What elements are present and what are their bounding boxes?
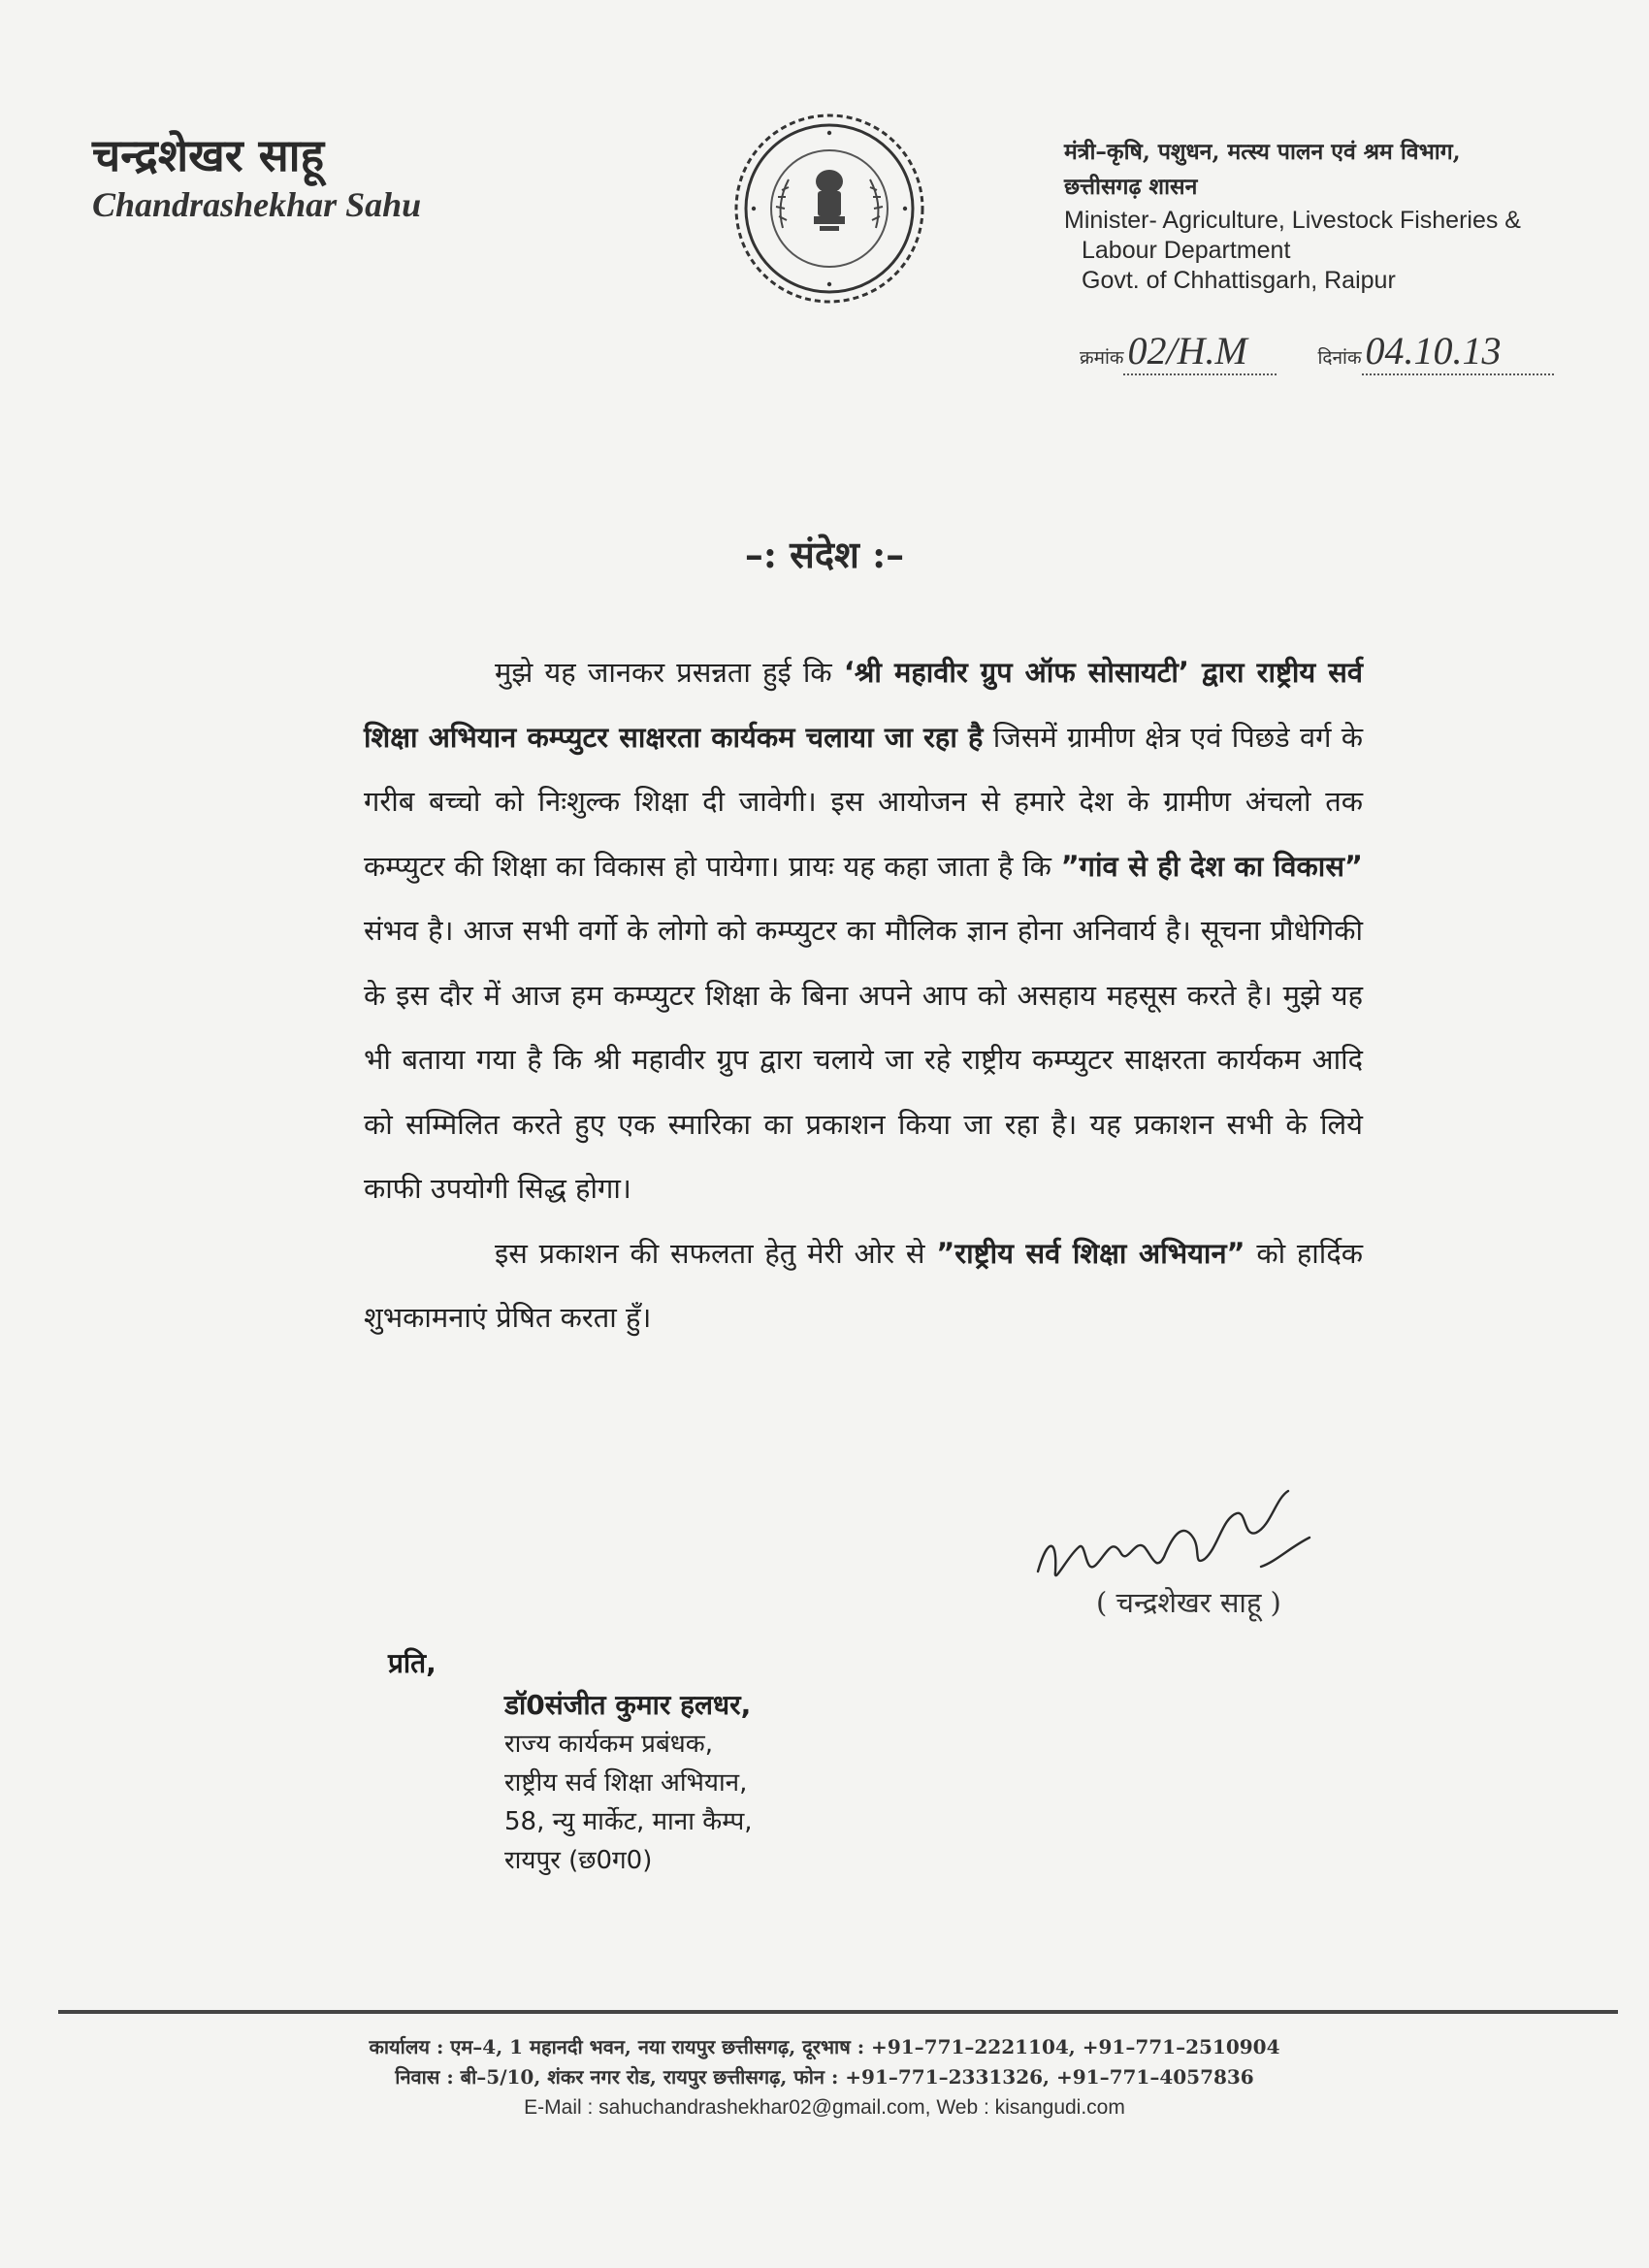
- to-label: प्रति,: [388, 1647, 436, 1679]
- p2-bold-campaign: ”राष्ट्रीय सर्व शिक्षा अभियान”: [936, 1236, 1245, 1270]
- date-label: दिनांक: [1317, 347, 1362, 369]
- paragraph-1: [364, 640, 1363, 1221]
- reference-line: [1080, 328, 1554, 375]
- sender-name-hindi: चन्द्रशेखर साहू: [92, 129, 325, 181]
- date-value: 04.10.13: [1362, 328, 1554, 375]
- residence-address: निवास : बी–5/10, शंकर नगर रोड, रायपुर छत्तीसगढ़, फोन : +91–771–2331326, +91–771–4057836: [395, 2065, 1254, 2089]
- dept-hindi-line1: मंत्री–कृषि, पशुधन, मत्स्य पालन एवं श्रम विभाग,: [1064, 139, 1461, 165]
- p2-text-b: को हार्दिक शुभकामनाएं प्रेषित करता हुँ।: [364, 1236, 1363, 1334]
- letter-body: [364, 640, 1363, 1350]
- p2-text-a: इस प्रकाशन की सफलता हेतु मेरी ओर से: [495, 1236, 937, 1270]
- message-heading: –: संदेश :–: [744, 533, 905, 576]
- department-block: [1064, 136, 1627, 296]
- signatory-name: ( चन्द्रशेखर साहू ): [1096, 1586, 1281, 1619]
- p1-text-a: मुझे यह जानकर प्रसन्नता हुई कि: [495, 656, 844, 689]
- recipient-line-1: राज्य कार्यकम प्रबंधक,: [504, 1730, 714, 1759]
- footer: [0, 2032, 1649, 2122]
- p1-bold-organisation: ‘श्री महावीर ग्रुप ऑफ सोसायटी’ द्वारा राष्ट्रीय सर्व शिक्षा अभियान कम्प्युटर साक्षरता कार्यकम चलाया जा रहा है: [364, 656, 1363, 754]
- paragraph-2: [364, 1221, 1363, 1350]
- ref-number: 02/H.M: [1123, 328, 1277, 375]
- ref-label: क्रमांक: [1080, 347, 1124, 369]
- p1-text-c: संभव है। आज सभी वर्गो के लोगो को कम्प्युटर का मौलिक ज्ञान होना अनिवार्य है। सूचना प्रौधेगिकी के इस दौर में आज हम कम्प्युटर शिक्षा के बिना अपने आप को असहाय महसूस करते है। मुझे यह भी बताया गया है कि श्री महावीर ग्रुप द्वारा चलाये जा रहे राष्ट्रीय कम्प्युटर साक्षरता कार्यकम आदि को सम्मिलित करते हुए एक स्मारिका का प्रकाशन किया जा रहा है। यह प्रकाशन सभी के लिये काफी उपयोगी सिद्ध होगा।: [364, 914, 1363, 1205]
- dept-hindi-line2: छत्तीसगढ़ शासन: [1064, 174, 1198, 200]
- p1-text-b: जिसमें ग्रामीण क्षेत्र एवं पिछडे वर्ग के गरीब बच्चो को निःशुल्क शिक्षा दी जावेगी। इस आयोजन से हमारे देश के ग्रामीण अंचलो तक कम्प्युटर की शिक्षा का विकास हो पायेगा। प्रायः यह कहा जाता है कि: [364, 720, 1364, 883]
- contact-line: E-Mail : sahuchandrashekhar02@gmail.com, Web : kisangudi.com: [524, 2096, 1125, 2119]
- p1-bold-quote: ”गांव से ही देश का विकास”: [1060, 849, 1363, 883]
- dept-english-line2: Labour Department: [1082, 237, 1291, 264]
- recipient-line-4: रायपुर (छ0ग0): [504, 1846, 653, 1875]
- dept-english-line3: Govt. of Chhattisgarh, Raipur: [1082, 267, 1396, 294]
- state-emblem-seal-icon: [732, 112, 926, 306]
- sender-name-english: Chandrashekhar Sahu: [92, 185, 422, 224]
- recipient-line-2: राष्ट्रीय सर्व शिक्षा अभियान,: [504, 1768, 748, 1798]
- recipient-address: [504, 1686, 753, 1880]
- footer-divider: [58, 2010, 1618, 2014]
- recipient-name: डॉ0संजीत कुमार हलधर,: [504, 1689, 752, 1721]
- office-address: कार्यालय : एम–4, 1 महानदी भवन, नया रायपुर छत्तीसगढ़, दूरभाष : +91–771–2221104, +91–771–2510904: [369, 2035, 1280, 2058]
- recipient-line-3: 58, न्यु मार्केट, माना कैम्प,: [504, 1807, 753, 1836]
- dept-english-line1: Minister- Agriculture, Livestock Fisheries &: [1064, 207, 1521, 234]
